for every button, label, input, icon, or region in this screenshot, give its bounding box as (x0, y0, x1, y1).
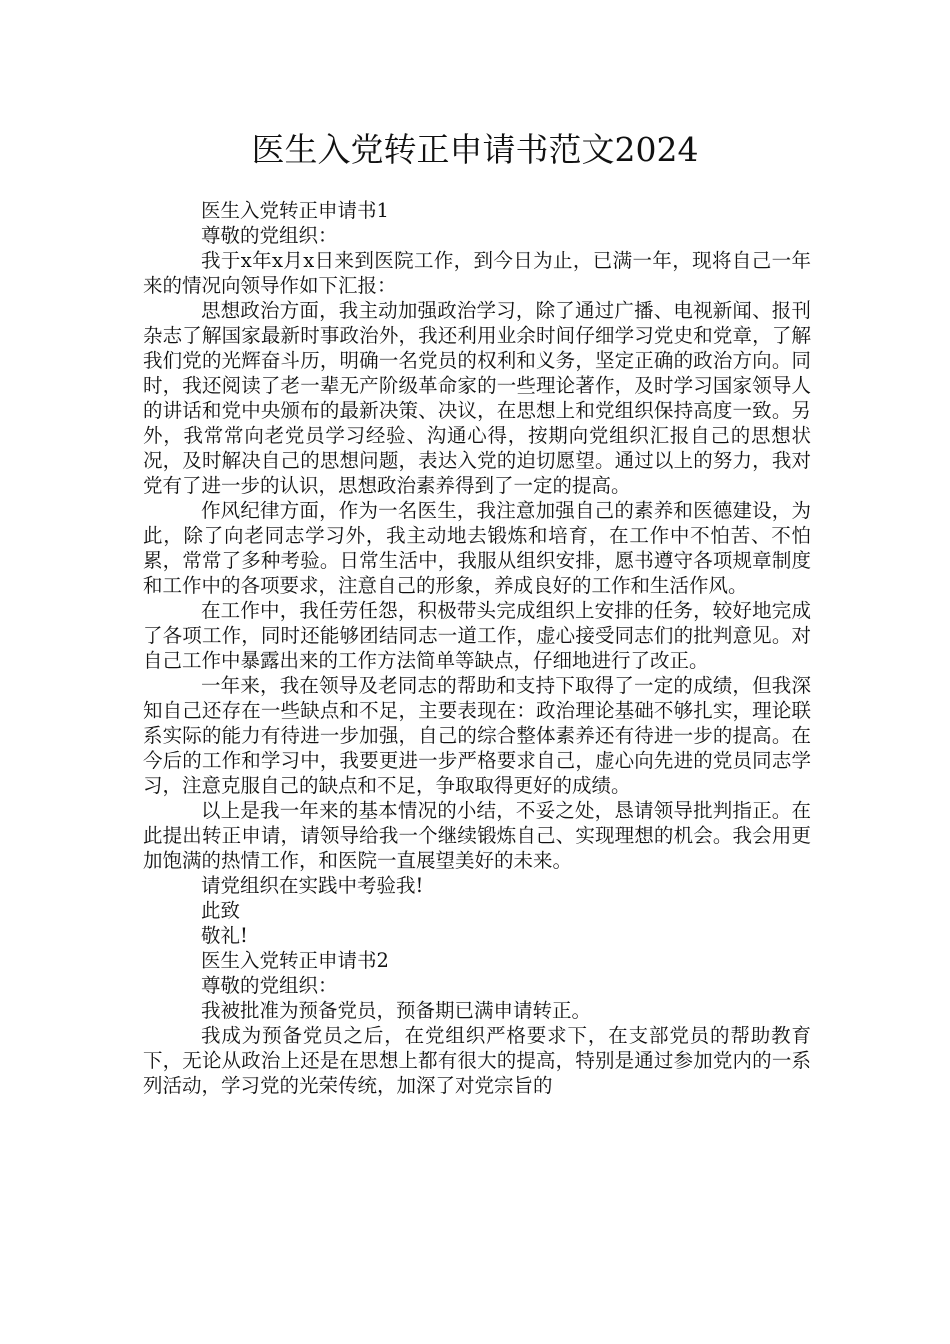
paragraph: 一年来，我在领导及老同志的帮助和支持下取得了一定的成绩，但我深知自己还存在一些缺点和不足，主要表现在：政治理论基础不够扎实，理论联系实际的能力有待进一步加强，自己的综合整体素养还有待进一步的提高。在今后的工作和学习中，我要更进一步严格要求自己，虚心向先进的党员同志学习，注意克服自己的缺点和不足，争取取得更好的成绩。 (143, 674, 811, 797)
document-title: 医生入党转正申请书范文2024 (251, 130, 699, 169)
paragraph: 以上是我一年来的基本情况的小结，不妥之处，恳请领导批判指正。在此提出转正申请，请领导给我一个继续锻炼自己、实现理想的机会。我会用更加饱满的热情工作，和医院一直展望美好的未来。 (143, 799, 811, 872)
salutation: 尊敬的党组织： (201, 224, 338, 247)
paragraph: 我于x年x月x日来到医院工作，到今日为止，已满一年，现将自己一年来的情况向领导作如下汇报： (143, 249, 811, 297)
salutation: 尊敬的党组织： (201, 974, 338, 997)
paragraph: 思想政治方面，我主动加强政治学习，除了通过广播、电视新闻、报刊杂志了解国家最新时事政治外，我还利用业余时间仔细学习党史和党章，了解我们党的光辉奋斗历，明确一名党员的权利和义务，坚定正确的政治方向。同时，我还阅读了老一辈无产阶级革命家的一些理论著作，及时学习国家领导人的讲话和党中央颁布的最新决策、决议，在思想上和党组织保持高度一致。另外，我常常向老党员学习经验、沟通心得，按期向党组织汇报自己的思想状况，及时解决自己的思想问题，表达入党的迫切愿望。通过以上的努力，我对党有了进一步的认识，思想政治素养得到了一定的提高。 (143, 299, 811, 497)
closing-line: 敬礼! (201, 924, 248, 947)
paragraph: 我成为预备党员之后，在党组织严格要求下，在支部党员的帮助教育下，无论从政治上还是在思想上都有很大的提高，特别是通过参加党内的一系列活动，学习党的光荣传统，加深了对党宗旨的 (143, 1024, 811, 1097)
closing-line: 请党组织在实践中考验我! (201, 874, 424, 897)
closing-line: 此致 (201, 899, 241, 922)
paragraph: 我被批准为预备党员，预备期已满申请转正。 (201, 999, 592, 1022)
paragraph: 作风纪律方面，作为一名医生，我注意加强自己的素养和医德建设，为此，除了向老同志学习外，我主动地去锻炼和培育，在工作中不怕苦、不怕累，常常了多种考验。日常生活中，我服从组织安排，愿书遵守各项规章制度和工作中的各项要求，注意自己的形象，养成良好的工作和生活作风。 (143, 499, 811, 597)
section-heading-1: 医生入党转正申请书1 (201, 199, 389, 222)
document-body (143, 198, 811, 1098)
section-heading-2: 医生入党转正申请书2 (201, 949, 389, 972)
paragraph: 在工作中，我任劳任怨，积极带头完成组织上安排的任务，较好地完成了各项工作，同时还能够团结同志一道工作，虚心接受同志们的批判意见。对自己工作中暴露出来的工作方法简单等缺点，仔细地进行了改正。 (143, 599, 811, 672)
